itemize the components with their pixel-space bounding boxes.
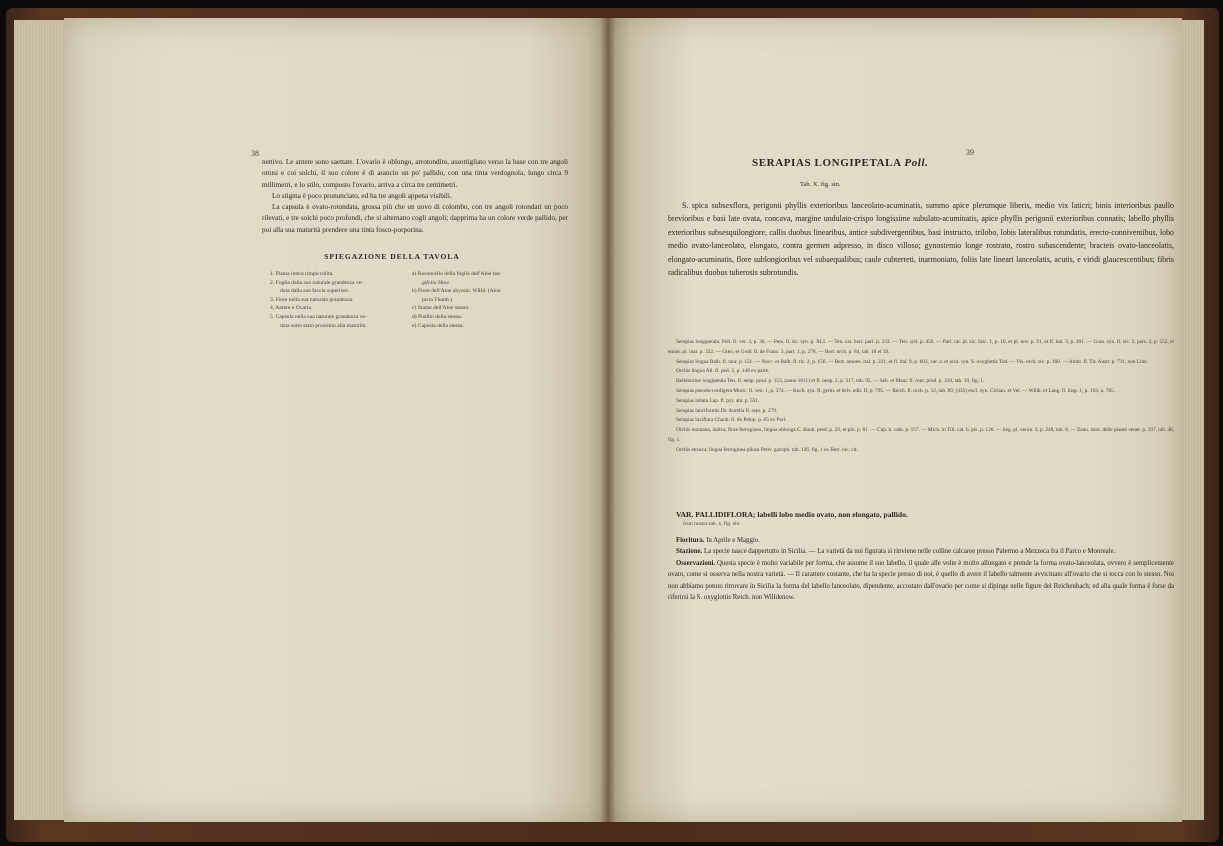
synonym-entry: Orchis montana, italica, flore ferrugineo, lingua oblonga C. Bauh. prod. p. 29, et pin. p. 81. — Cup. h. cath. p. 157. — Mich. in Till. cat. h. pis. p. 126. — Seg. pl. veron. 3, p. 248, tab. 8. — Zann. istor. delle piante venet. p. 197, tab. 48, fig. 1.: [668, 427, 1174, 443]
synonym-entry: Orchis etrusca, lingua ferruginea pilosa Petiv. gazoph. tab. 126, fig. 1 ex Bert. loc. cit.: [676, 446, 858, 453]
spiegazione-title: SPIEGAZIONE DELLA TAVOLA: [324, 252, 460, 261]
legend-item: e) Capsula della stessa.: [412, 322, 464, 329]
right-page-edges: [1182, 20, 1204, 820]
note-text: In Aprile e Maggio.: [704, 537, 760, 544]
left-paragraph-2: Lo stigma è poco pronunciato, ed ha tre angoli appena visibili.: [272, 191, 452, 200]
note-label: Fioritura.: [676, 537, 705, 544]
latin-description: [668, 199, 1174, 279]
note-stazione: [668, 546, 1174, 557]
legend-item: duta dalla sua faccia superiore.: [280, 288, 350, 295]
legend-item: picta Thunb.).: [422, 296, 454, 303]
note-fioritura: [668, 535, 1174, 546]
left-page-number: 38: [251, 149, 259, 158]
note-text: Questa specie è molto variabile per forma, che assume il suo labello, il quale alle volte è molto allungato e prende la forma ovato-lanceolata, ovvero è semplicemente ovato, come si osserva nella nostra varietà. — Il carattere costante, che ha la specie presso di noi, è quello di avere il labello talmente avvicinato all'ovario che si tocca con lo stesso. Noi non abbiamo potuto ritrovare in Sicilia la forma del labello lanceolato, dipendente, accostato dall'ovario per come si dipinge nelle figure del Reichenbach; ed alla quale forma è forse da riferirsi la S. oxyglottis Reich. non Willdenow.: [668, 559, 1174, 602]
note-text: La specie nasce dappertutto in Sicilia. — La varietà da noi figurata si rinviene nelle colline calcaree presso Palermo a Mezzeca fra il Parco e Monreale.: [702, 548, 1116, 556]
left-page: [64, 18, 610, 822]
note-label: Stazione.: [676, 548, 703, 556]
synonym-entry: Helleborine longipetala Ten. fl. neap. prod. p. 153, (anno 1811) et fl. neap. 2, p. 317, tab. 95. — Seb. et Maur. fl. rom. prod. p. 310, tab. 10, fig. 1.: [676, 378, 985, 385]
legend-item: 5. Capsula nella sua naturale grandezza ve-: [270, 313, 367, 320]
synonym-entry: Serapias laxiflora Chaub. fl. du Pelop. p. 63 ex Parl.: [676, 417, 787, 424]
species-author: Poll.: [904, 157, 929, 169]
left-page-text: [262, 157, 568, 236]
species-name: SERAPIAS LONGIPETALA: [752, 157, 902, 169]
legend-item: 4. Antere e Ovario.: [270, 305, 313, 312]
left-page-edges: [14, 20, 64, 820]
legend-item: duta sotto stato prossimo alla maturità.: [280, 322, 367, 329]
plate-reference: Tab. X. fig. sin.: [800, 181, 841, 188]
species-title: [752, 157, 928, 169]
note-osservazioni: [668, 558, 1174, 604]
legend-item: d) Pistillo della stessa.: [412, 313, 463, 320]
legend-item: c) Stame dell'Aloe stesso.: [412, 305, 470, 312]
legend-item: a) Rosoncello della foglia dell'Aloe lan-: [412, 271, 502, 277]
notes-section: [668, 535, 1174, 603]
synonym-entry: Serapias lingua Balb. fl. taur. p. 151. — Nocc. et Balb. fl. tic. 2, p. 156. — Bert. amoen. ital. p. 221, et fl. ital. 9, p. 603, var. a. et acul. syn. S. oxyglottis Tod. — Vis. orch. sic. p. 160. — Ambr. fl. Tir. Austr. p. 711, non Linn.: [676, 358, 1149, 365]
synonym-entry: Orchis lingua All. fl. ped. 2, p. 148 ex parte.: [676, 368, 770, 375]
legend-item: 2. Foglia dalla sua naturale grandezza ve-: [270, 279, 364, 286]
legend-item: 3. Fiore nella sua naturale grandezza.: [270, 296, 354, 303]
legend-left-column: [270, 270, 367, 330]
variety-title: VAR. PALLIDIFLORA; labelli lobo medio ovato, non elongato, pallido.: [676, 510, 908, 519]
right-page-number: 39: [966, 148, 974, 157]
legend-right-column: [412, 270, 501, 330]
left-paragraph-1: nettivo. Le antere sono saettate. L'ovario è oblungo, arrotondito, assottigliato verso la base con tre angoli ottusi e coi solchi, il suo colore è di arancio un po' pallido, con una tinta verdognola, lungo circa 9 millimetri, e lo stilo, composto l'ovario, arriva a circa tre centimetri.: [262, 158, 568, 189]
note-label: Osservazioni.: [676, 559, 716, 567]
legend-item: gifolia Haw.: [422, 279, 450, 286]
left-paragraph-3: La capsula è ovato-rotondata, grossa più che un uovo di colombo, con tre angoli rotondati un poco rilevati, e tre solchi poco profondi, che si alternano cogli angoli; dapprima ha un colore verde pallido, per poi alla sua maturità prendere una tinta fosco-porporina.: [262, 203, 568, 234]
synonymy-list: [668, 338, 1174, 456]
latin-description-text: S. spica subsexflora, perigonii phyllis exterioribus lanceolato-acuminatis, summo apice plerumque liberis, medio vix laticri; binis interioribus paullo brevioribus e basi late ovata, concava, margine undulato-crispo longissime subulato-acuminatis, apice phyllis perigonii exterioribus connatis; labello phyllis exterioribus subsesquilongiore, callis duobus linearibus, antice subdivergentibus, basi instructo, trilobo, lobis lateralibus rotundatis, erecto-conniventibus, lobo medio ovato-lanceolato, elongato, contra germen adpresso, in disco villoso; gynostemio longe rostrato, rostro subascendente; bracteis ovato-lanceolatis, elongato-acuminatis, flore sublongioribus vel subaequalibus; caule cubterreti, inarmoniato, foliis late lineari lanceolatis, acutis, e viridi glaucescentibus; fibris radicalibus duobus tuberosis subrotundis.: [668, 201, 1174, 278]
legend-item: 1. Pianta intera rimpiccolita.: [270, 271, 334, 277]
synonym-entry: Serapias lobata Lap. fl. pyr. abr. p. 551.: [676, 397, 760, 404]
synonym-entry: Serapias pseudo-cordigera Moric. fl. ven. 1, p. 374. — Koch. syn. fl. germ. et helv. edit. II, p. 795. — Reich. fl. orch. p. 12, tab. 89, (435) excl. syn. Cichan. et Vel. — Willk. et Lang. fl. hisp. 1, p. 163, n. 765.: [676, 387, 1116, 394]
legend-item: b) Fiore dell'Aloe abyssin. Willd. (Aloe: [412, 288, 501, 295]
synonym-entry: Serapias longipetala. Poll. fl. ver. 3, p. 30. — Pers. fl. sic. syn. p. XLI. — Ten. cat. hort. parl. p. 233. — Ten. syll. p. 456. — Parl. rar. pl. sic. fasc. 1, p. 10, et pl. nov. p. 91, et fl. ital. 3, p. 491. — Guss. syn. fl. sic. 2, pars. 2, p. 552, et enum. pl. inar. p. 322. — Gren. et Godr. fl. de Franc. 3, part. 1, p. 278. — Bert. orch. p. 84, tab. 18 et 19.: [668, 339, 1174, 355]
variety-reference: Icon nostra tab. x, fig. sin.: [683, 521, 741, 527]
synonym-entry: Serapias lanciformis Dr. Aurelia fl. sept. p. 279.: [676, 407, 778, 414]
book-gutter: [600, 18, 616, 822]
